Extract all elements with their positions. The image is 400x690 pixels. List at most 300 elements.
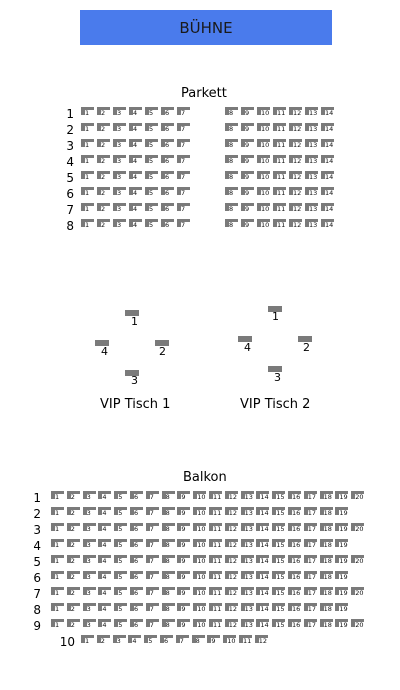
seat-balkon[interactable] [288, 491, 301, 502]
seat-parkett[interactable] [97, 203, 110, 214]
seat-parkett[interactable] [305, 171, 318, 182]
seat-parkett[interactable] [177, 139, 190, 150]
seat-balkon[interactable] [98, 603, 111, 614]
seat-balkon[interactable] [256, 587, 269, 598]
seat-balkon[interactable] [146, 587, 159, 598]
seat-parkett[interactable] [305, 219, 318, 230]
seat-balkon[interactable] [114, 619, 127, 630]
seat-balkon[interactable] [67, 539, 80, 550]
seat-parkett[interactable] [97, 107, 110, 118]
seat-balkon[interactable] [272, 491, 285, 502]
seat-balkon[interactable] [162, 491, 175, 502]
seat-balkon[interactable] [98, 619, 111, 630]
seat-parkett[interactable] [113, 155, 126, 166]
seat-balkon[interactable] [320, 555, 333, 566]
seat-balkon[interactable] [304, 571, 317, 582]
seat-balkon[interactable] [320, 507, 333, 518]
seat-balkon[interactable] [114, 491, 127, 502]
seat-balkon[interactable] [335, 587, 348, 598]
seat-parkett[interactable] [257, 203, 270, 214]
seat-balkon[interactable] [288, 555, 301, 566]
seat-parkett[interactable] [241, 187, 254, 198]
seat-balkon[interactable] [146, 491, 159, 502]
seat-balkon[interactable] [272, 555, 285, 566]
seat-balkon[interactable] [304, 523, 317, 534]
seat-balkon[interactable] [225, 555, 238, 566]
seat-balkon[interactable] [177, 491, 190, 502]
seat-balkon[interactable] [83, 491, 96, 502]
seat-balkon[interactable] [177, 571, 190, 582]
seat-balkon[interactable] [320, 587, 333, 598]
seat-parkett[interactable] [81, 155, 94, 166]
seat-parkett[interactable] [81, 107, 94, 118]
seat-balkon[interactable] [335, 491, 348, 502]
seat-balkon[interactable] [288, 603, 301, 614]
seat-balkon[interactable] [241, 587, 254, 598]
seat-parkett[interactable] [113, 219, 126, 230]
seat-parkett[interactable] [241, 123, 254, 134]
seat-parkett[interactable] [145, 139, 158, 150]
seat-balkon[interactable] [130, 491, 143, 502]
seat-parkett[interactable] [161, 219, 174, 230]
seat-balkon[interactable] [335, 619, 348, 630]
seat-parkett[interactable] [161, 123, 174, 134]
seat-balkon[interactable] [97, 635, 110, 646]
seat-balkon[interactable] [288, 523, 301, 534]
seat-parkett[interactable] [257, 171, 270, 182]
seat-balkon[interactable] [225, 603, 238, 614]
seat-balkon[interactable] [81, 635, 94, 646]
seat-balkon[interactable] [67, 523, 80, 534]
seat-parkett[interactable] [289, 203, 302, 214]
seat-balkon[interactable] [130, 507, 143, 518]
seat-balkon[interactable] [304, 619, 317, 630]
seat-parkett[interactable] [241, 139, 254, 150]
seat-balkon[interactable] [83, 571, 96, 582]
seat-parkett[interactable] [177, 171, 190, 182]
seat-parkett[interactable] [129, 203, 142, 214]
seat-balkon[interactable] [304, 507, 317, 518]
seat-balkon[interactable] [209, 571, 222, 582]
seat-balkon[interactable] [98, 523, 111, 534]
seat-balkon[interactable] [272, 619, 285, 630]
seat-parkett[interactable] [321, 107, 334, 118]
seat-balkon[interactable] [130, 619, 143, 630]
seat-parkett[interactable] [161, 171, 174, 182]
seat-balkon[interactable] [288, 571, 301, 582]
seat-balkon[interactable] [304, 539, 317, 550]
seat-balkon[interactable] [130, 523, 143, 534]
seat-parkett[interactable] [113, 187, 126, 198]
seat-balkon[interactable] [241, 555, 254, 566]
seat-parkett[interactable] [161, 155, 174, 166]
seat-parkett[interactable] [129, 219, 142, 230]
seat-parkett[interactable] [273, 123, 286, 134]
seat-balkon[interactable] [304, 491, 317, 502]
seat-balkon[interactable] [130, 571, 143, 582]
seat-balkon[interactable] [209, 555, 222, 566]
seat-parkett[interactable] [113, 171, 126, 182]
seat-balkon[interactable] [335, 507, 348, 518]
seat-balkon[interactable] [304, 555, 317, 566]
seat-parkett[interactable] [177, 155, 190, 166]
seat-parkett[interactable] [113, 107, 126, 118]
seat-balkon[interactable] [272, 587, 285, 598]
seat-balkon[interactable] [225, 523, 238, 534]
seat-balkon[interactable] [256, 619, 269, 630]
seat-balkon[interactable] [162, 555, 175, 566]
seat-parkett[interactable] [257, 155, 270, 166]
seat-balkon[interactable] [67, 587, 80, 598]
seat-parkett[interactable] [273, 219, 286, 230]
seat-parkett[interactable] [273, 139, 286, 150]
seat-parkett[interactable] [129, 155, 142, 166]
seat-parkett[interactable] [97, 171, 110, 182]
seat-balkon[interactable] [98, 539, 111, 550]
seat-parkett[interactable] [305, 187, 318, 198]
seat-parkett[interactable] [257, 187, 270, 198]
seat-balkon[interactable] [239, 635, 252, 646]
seat-balkon[interactable] [176, 635, 189, 646]
seat-balkon[interactable] [193, 571, 206, 582]
seat-balkon[interactable] [335, 523, 348, 534]
seat-balkon[interactable] [177, 523, 190, 534]
seat-balkon[interactable] [83, 587, 96, 598]
seat-balkon[interactable] [114, 523, 127, 534]
seat-balkon[interactable] [335, 603, 348, 614]
seat-parkett[interactable] [177, 187, 190, 198]
seat-balkon[interactable] [51, 619, 64, 630]
seat-parkett[interactable] [225, 219, 238, 230]
seat-parkett[interactable] [129, 123, 142, 134]
seat-balkon[interactable] [51, 539, 64, 550]
seat-parkett[interactable] [273, 203, 286, 214]
seat-balkon[interactable] [193, 587, 206, 598]
seat-parkett[interactable] [305, 203, 318, 214]
seat-balkon[interactable] [114, 587, 127, 598]
seat-balkon[interactable] [146, 603, 159, 614]
seat-parkett[interactable] [321, 187, 334, 198]
seat-balkon[interactable] [162, 571, 175, 582]
seat-balkon[interactable] [256, 555, 269, 566]
seat-parkett[interactable] [289, 187, 302, 198]
seat-balkon[interactable] [288, 507, 301, 518]
seat-balkon[interactable] [193, 523, 206, 534]
seat-balkon[interactable] [225, 587, 238, 598]
seat-parkett[interactable] [81, 139, 94, 150]
seat-parkett[interactable] [161, 107, 174, 118]
seat-parkett[interactable] [241, 219, 254, 230]
seat-balkon[interactable] [335, 571, 348, 582]
seat-balkon[interactable] [193, 507, 206, 518]
seat-parkett[interactable] [305, 139, 318, 150]
seat-parkett[interactable] [177, 107, 190, 118]
seat-balkon[interactable] [209, 523, 222, 534]
seat-parkett[interactable] [289, 107, 302, 118]
seat-balkon[interactable] [51, 491, 64, 502]
seat-parkett[interactable] [161, 203, 174, 214]
seat-balkon[interactable] [209, 507, 222, 518]
seat-parkett[interactable] [321, 203, 334, 214]
seat-balkon[interactable] [113, 635, 126, 646]
seat-balkon[interactable] [256, 491, 269, 502]
seat-balkon[interactable] [225, 507, 238, 518]
seat-balkon[interactable] [256, 539, 269, 550]
seat-balkon[interactable] [256, 523, 269, 534]
seat-parkett[interactable] [273, 171, 286, 182]
seat-parkett[interactable] [321, 139, 334, 150]
seat-parkett[interactable] [273, 187, 286, 198]
seat-parkett[interactable] [161, 139, 174, 150]
seat-balkon[interactable] [193, 619, 206, 630]
seat-parkett[interactable] [145, 123, 158, 134]
seat-balkon[interactable] [177, 539, 190, 550]
seat-balkon[interactable] [130, 603, 143, 614]
seat-balkon[interactable] [304, 587, 317, 598]
seat-parkett[interactable] [177, 203, 190, 214]
seat-balkon[interactable] [162, 539, 175, 550]
seat-parkett[interactable] [289, 123, 302, 134]
seat-parkett[interactable] [305, 155, 318, 166]
seat-parkett[interactable] [321, 155, 334, 166]
seat-balkon[interactable] [288, 619, 301, 630]
seat-balkon[interactable] [83, 555, 96, 566]
seat-balkon[interactable] [351, 587, 364, 598]
seat-balkon[interactable] [98, 491, 111, 502]
seat-balkon[interactable] [128, 635, 141, 646]
seat-balkon[interactable] [51, 603, 64, 614]
seat-parkett[interactable] [225, 139, 238, 150]
seat-balkon[interactable] [193, 491, 206, 502]
seat-parkett[interactable] [289, 139, 302, 150]
seat-balkon[interactable] [241, 539, 254, 550]
seat-balkon[interactable] [51, 571, 64, 582]
seat-balkon[interactable] [193, 555, 206, 566]
seat-parkett[interactable] [145, 171, 158, 182]
seat-balkon[interactable] [177, 587, 190, 598]
seat-balkon[interactable] [272, 507, 285, 518]
seat-parkett[interactable] [225, 107, 238, 118]
seat-balkon[interactable] [67, 555, 80, 566]
seat-parkett[interactable] [81, 219, 94, 230]
seat-balkon[interactable] [320, 619, 333, 630]
seat-balkon[interactable] [209, 491, 222, 502]
seat-balkon[interactable] [83, 507, 96, 518]
seat-parkett[interactable] [305, 123, 318, 134]
seat-parkett[interactable] [145, 155, 158, 166]
seat-balkon[interactable] [83, 603, 96, 614]
seat-balkon[interactable] [225, 571, 238, 582]
seat-parkett[interactable] [97, 155, 110, 166]
seat-parkett[interactable] [241, 107, 254, 118]
seat-balkon[interactable] [193, 539, 206, 550]
seat-balkon[interactable] [272, 603, 285, 614]
seat-parkett[interactable] [81, 171, 94, 182]
seat-parkett[interactable] [273, 107, 286, 118]
seat-parkett[interactable] [225, 187, 238, 198]
seat-parkett[interactable] [321, 171, 334, 182]
seat-parkett[interactable] [289, 171, 302, 182]
seat-parkett[interactable] [241, 203, 254, 214]
seat-parkett[interactable] [97, 187, 110, 198]
seat-balkon[interactable] [225, 539, 238, 550]
seat-parkett[interactable] [129, 107, 142, 118]
seat-balkon[interactable] [114, 571, 127, 582]
seat-parkett[interactable] [257, 107, 270, 118]
seat-balkon[interactable] [162, 587, 175, 598]
seat-parkett[interactable] [113, 139, 126, 150]
seat-balkon[interactable] [130, 587, 143, 598]
seat-balkon[interactable] [162, 603, 175, 614]
seat-balkon[interactable] [223, 635, 236, 646]
seat-balkon[interactable] [51, 587, 64, 598]
seat-balkon[interactable] [320, 571, 333, 582]
seat-balkon[interactable] [146, 507, 159, 518]
seat-balkon[interactable] [146, 571, 159, 582]
seat-balkon[interactable] [209, 587, 222, 598]
seat-balkon[interactable] [67, 491, 80, 502]
seat-parkett[interactable] [225, 123, 238, 134]
seat-balkon[interactable] [146, 619, 159, 630]
seat-balkon[interactable] [351, 555, 364, 566]
seat-balkon[interactable] [272, 539, 285, 550]
seat-balkon[interactable] [160, 635, 173, 646]
seat-balkon[interactable] [255, 635, 268, 646]
seat-balkon[interactable] [67, 571, 80, 582]
seat-balkon[interactable] [320, 523, 333, 534]
seat-balkon[interactable] [320, 539, 333, 550]
seat-balkon[interactable] [98, 555, 111, 566]
seat-parkett[interactable] [273, 155, 286, 166]
seat-balkon[interactable] [51, 523, 64, 534]
seat-balkon[interactable] [304, 603, 317, 614]
seat-balkon[interactable] [207, 635, 220, 646]
seat-balkon[interactable] [225, 619, 238, 630]
seat-parkett[interactable] [225, 155, 238, 166]
seat-parkett[interactable] [305, 107, 318, 118]
seat-balkon[interactable] [67, 507, 80, 518]
seat-balkon[interactable] [209, 619, 222, 630]
seat-parkett[interactable] [257, 123, 270, 134]
seat-parkett[interactable] [145, 107, 158, 118]
seat-balkon[interactable] [114, 539, 127, 550]
seat-balkon[interactable] [256, 571, 269, 582]
seat-parkett[interactable] [321, 219, 334, 230]
seat-balkon[interactable] [241, 603, 254, 614]
seat-parkett[interactable] [97, 123, 110, 134]
seat-balkon[interactable] [130, 555, 143, 566]
seat-parkett[interactable] [81, 187, 94, 198]
seat-balkon[interactable] [114, 555, 127, 566]
seat-balkon[interactable] [146, 555, 159, 566]
seat-parkett[interactable] [97, 139, 110, 150]
seat-balkon[interactable] [288, 587, 301, 598]
seat-balkon[interactable] [162, 619, 175, 630]
seat-balkon[interactable] [98, 571, 111, 582]
seat-balkon[interactable] [144, 635, 157, 646]
seat-balkon[interactable] [241, 491, 254, 502]
seat-parkett[interactable] [177, 123, 190, 134]
seat-parkett[interactable] [145, 203, 158, 214]
seat-parkett[interactable] [97, 219, 110, 230]
seat-balkon[interactable] [272, 571, 285, 582]
seat-parkett[interactable] [241, 171, 254, 182]
seat-parkett[interactable] [81, 203, 94, 214]
seat-balkon[interactable] [209, 603, 222, 614]
seat-parkett[interactable] [113, 123, 126, 134]
seat-balkon[interactable] [320, 603, 333, 614]
seat-balkon[interactable] [335, 555, 348, 566]
seat-balkon[interactable] [241, 571, 254, 582]
seat-parkett[interactable] [161, 187, 174, 198]
seat-balkon[interactable] [256, 507, 269, 518]
seat-balkon[interactable] [193, 603, 206, 614]
seat-parkett[interactable] [225, 203, 238, 214]
seat-parkett[interactable] [241, 155, 254, 166]
seat-balkon[interactable] [272, 523, 285, 534]
seat-balkon[interactable] [83, 523, 96, 534]
seat-balkon[interactable] [114, 603, 127, 614]
seat-balkon[interactable] [241, 523, 254, 534]
seat-parkett[interactable] [81, 123, 94, 134]
seat-parkett[interactable] [129, 187, 142, 198]
seat-balkon[interactable] [351, 523, 364, 534]
seat-balkon[interactable] [225, 491, 238, 502]
seat-parkett[interactable] [289, 155, 302, 166]
seat-balkon[interactable] [256, 603, 269, 614]
seat-balkon[interactable] [130, 539, 143, 550]
seat-balkon[interactable] [177, 555, 190, 566]
seat-balkon[interactable] [351, 491, 364, 502]
seat-parkett[interactable] [113, 203, 126, 214]
seat-balkon[interactable] [351, 619, 364, 630]
seat-balkon[interactable] [209, 539, 222, 550]
seat-balkon[interactable] [51, 507, 64, 518]
seat-parkett[interactable] [129, 139, 142, 150]
seat-balkon[interactable] [162, 523, 175, 534]
seat-balkon[interactable] [114, 507, 127, 518]
seat-balkon[interactable] [177, 507, 190, 518]
seat-balkon[interactable] [146, 539, 159, 550]
seat-parkett[interactable] [225, 171, 238, 182]
seat-parkett[interactable] [289, 219, 302, 230]
seat-balkon[interactable] [192, 635, 205, 646]
seat-balkon[interactable] [241, 619, 254, 630]
seat-balkon[interactable] [83, 539, 96, 550]
seat-balkon[interactable] [83, 619, 96, 630]
seat-balkon[interactable] [98, 507, 111, 518]
seat-balkon[interactable] [177, 619, 190, 630]
seat-balkon[interactable] [146, 523, 159, 534]
seat-parkett[interactable] [145, 187, 158, 198]
seat-balkon[interactable] [241, 507, 254, 518]
seat-balkon[interactable] [51, 555, 64, 566]
seat-balkon[interactable] [320, 491, 333, 502]
seat-balkon[interactable] [177, 603, 190, 614]
seat-balkon[interactable] [67, 619, 80, 630]
seat-balkon[interactable] [98, 587, 111, 598]
seat-parkett[interactable] [177, 219, 190, 230]
seat-parkett[interactable] [257, 219, 270, 230]
seat-balkon[interactable] [67, 603, 80, 614]
seat-balkon[interactable] [288, 539, 301, 550]
seat-parkett[interactable] [321, 123, 334, 134]
seat-parkett[interactable] [145, 219, 158, 230]
seat-parkett[interactable] [129, 171, 142, 182]
seat-balkon[interactable] [162, 507, 175, 518]
seat-parkett[interactable] [257, 139, 270, 150]
seat-balkon[interactable] [335, 539, 348, 550]
